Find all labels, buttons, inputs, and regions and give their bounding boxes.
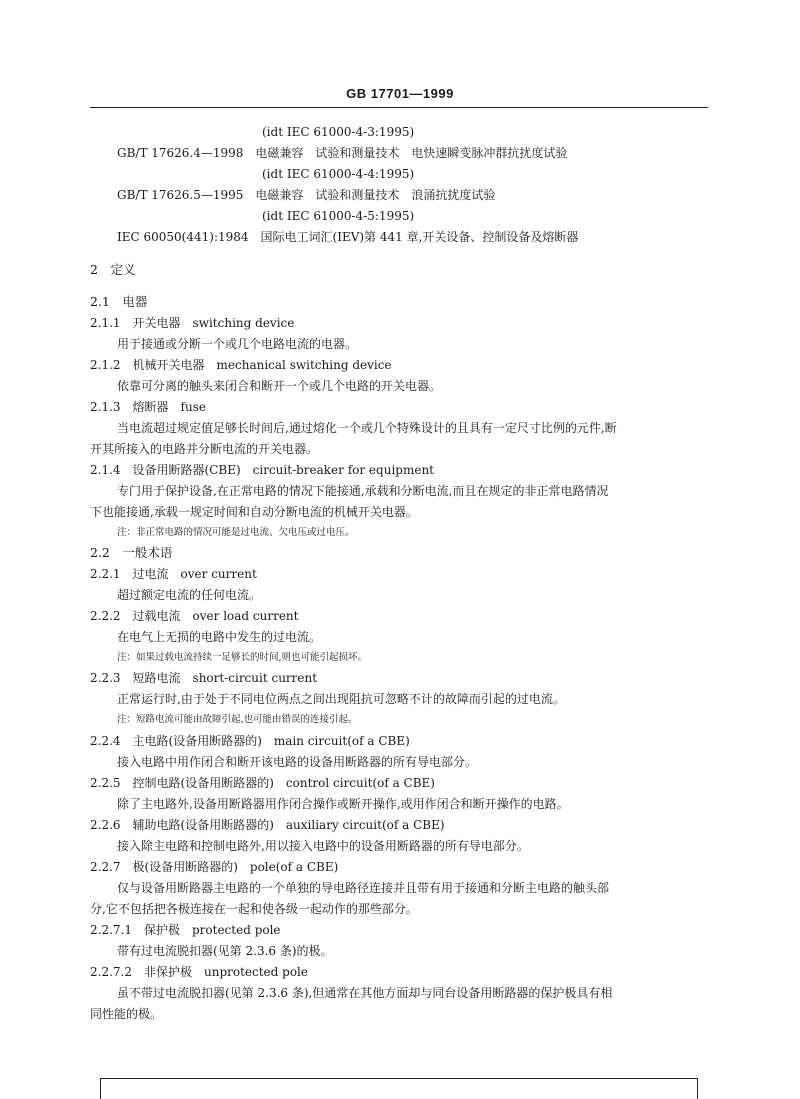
text-line: 2.2.7.1 保护极 protected pole: [90, 923, 281, 937]
text-line: 2.2.7 极(设备用断路器的) pole(of a CBE): [90, 860, 339, 874]
text-line: 2.1.1 开关电器 switching device: [90, 316, 295, 330]
text-line: GB/T 17626.5—1995 电磁兼容 试验和测量技术 浪涌抗扰度试验: [117, 188, 496, 202]
text-line: 正常运行时,由于处于不同电位两点之间出现阻抗可忽略不计的故障而引起的过电流。: [117, 692, 565, 706]
text-line: 2.2.4 主电路(设备用断路器的) main circuit(of a CBE): [90, 734, 410, 748]
text-line: 分,它不包括把各极连接在一起和使各级一起动作的那些部分。: [90, 902, 418, 916]
text-line: 2.1.2 机械开关电器 mechanical switching device: [90, 358, 392, 372]
text-line: 2.2.2 过载电流 over load current: [90, 609, 299, 623]
text-line: (idt IEC 61000-4-5:1995): [262, 209, 415, 223]
text-line: 专门用于保护设备,在正常电路的情况下能接通,承载和分断电流,而且在规定的非正常电路情况: [117, 484, 609, 498]
text-line: 虽不带过电流脱扣器(见第 2.3.6 条),但通常在其他方面却与同台设备用断路器的保护极具有相: [117, 986, 613, 1000]
text-line: IEC 60050(441):1984 国际电工词汇(IEV)第 441 章,开关设备、控制设备及熔断器: [117, 230, 579, 244]
text-line: GB/T 17626.4—1998 电磁兼容 试验和测量技术 电快速瞬变脉冲群抗扰度试验: [117, 146, 568, 160]
text-line: 2.2.5 控制电路(设备用断路器的) control circuit(of a CBE): [90, 776, 435, 790]
text-line: 开其所接入的电路并分断电流的开关电器。: [90, 442, 319, 456]
note-line: 注：如果过载电流持续一足够长的时间,则也可能引起损坏。: [117, 652, 368, 663]
text-line: 带有过电流脱扣器(见第 2.3.6 条)的极。: [117, 944, 333, 958]
text-line: 2.2.3 短路电流 short-circuit current: [90, 671, 318, 685]
text-line: 2.2.6 辅助电路(设备用断路器的) auxiliary circuit(of a CBE): [90, 818, 445, 832]
header-rule: [90, 107, 708, 108]
text-line: 除了主电路外,设备用断路器用作闭合操作或断开操作,或用作闭合和断开操作的电路。: [117, 797, 569, 811]
text-line: 2.2.7.2 非保护极 unprotected pole: [90, 965, 308, 979]
text-line: 仅与设备用断路器主电路的一个单独的导电路径连接并且带有用于接通和分断主电路的触头部: [117, 881, 610, 895]
page-header-code: GB 17701—1999: [346, 86, 454, 101]
bottom-frame: [100, 1078, 698, 1099]
note-line: 注：短路电流可能由故障引起,也可能由错误的连接引起。: [117, 714, 358, 725]
text-line: 接入除主电路和控制电路外,用以接入电路中的设备用断路器的所有导电部分。: [117, 839, 529, 853]
section-heading: 2.2 一般术语: [90, 545, 173, 560]
text-line: 接入电路中用作闭合和断开该电路的设备用断路器的所有导电部分。: [117, 755, 478, 769]
section-heading: 2 定义: [90, 262, 136, 277]
text-line: 2.2.1 过电流 over current: [90, 567, 257, 581]
section-heading: 2.1 电器: [90, 294, 148, 309]
text-line: (idt IEC 61000-4-4:1995): [262, 167, 415, 181]
text-line: 2.1.3 熔断器 fuse: [90, 400, 206, 414]
text-line: 当电流超过规定值足够长时间后,通过熔化一个或几个特殊设计的且具有一定尺寸比例的元件,断: [117, 421, 617, 435]
text-line: 依靠可分离的触头来闭合和断开一个或几个电路的开关电器。: [117, 379, 442, 393]
text-line: 超过额定电流的任何电流。: [117, 588, 262, 602]
text-line: 下也能接通,承载一规定时间和自动分断电流的机械开关电器。: [90, 505, 418, 519]
note-line: 注：非正常电路的情况可能是过电流、欠电压或过电压。: [117, 527, 355, 538]
text-line: 2.1.4 设备用断路器(CBE) circuit-breaker for equipment: [90, 463, 434, 477]
text-line: 用于接通或分断一个或几个电路电流的电器。: [117, 337, 358, 351]
text-line: 在电气上无损的电路中发生的过电流。: [117, 630, 322, 644]
text-line: 同性能的极。: [90, 1007, 163, 1021]
text-line: (idt IEC 61000-4-3:1995): [262, 125, 415, 139]
